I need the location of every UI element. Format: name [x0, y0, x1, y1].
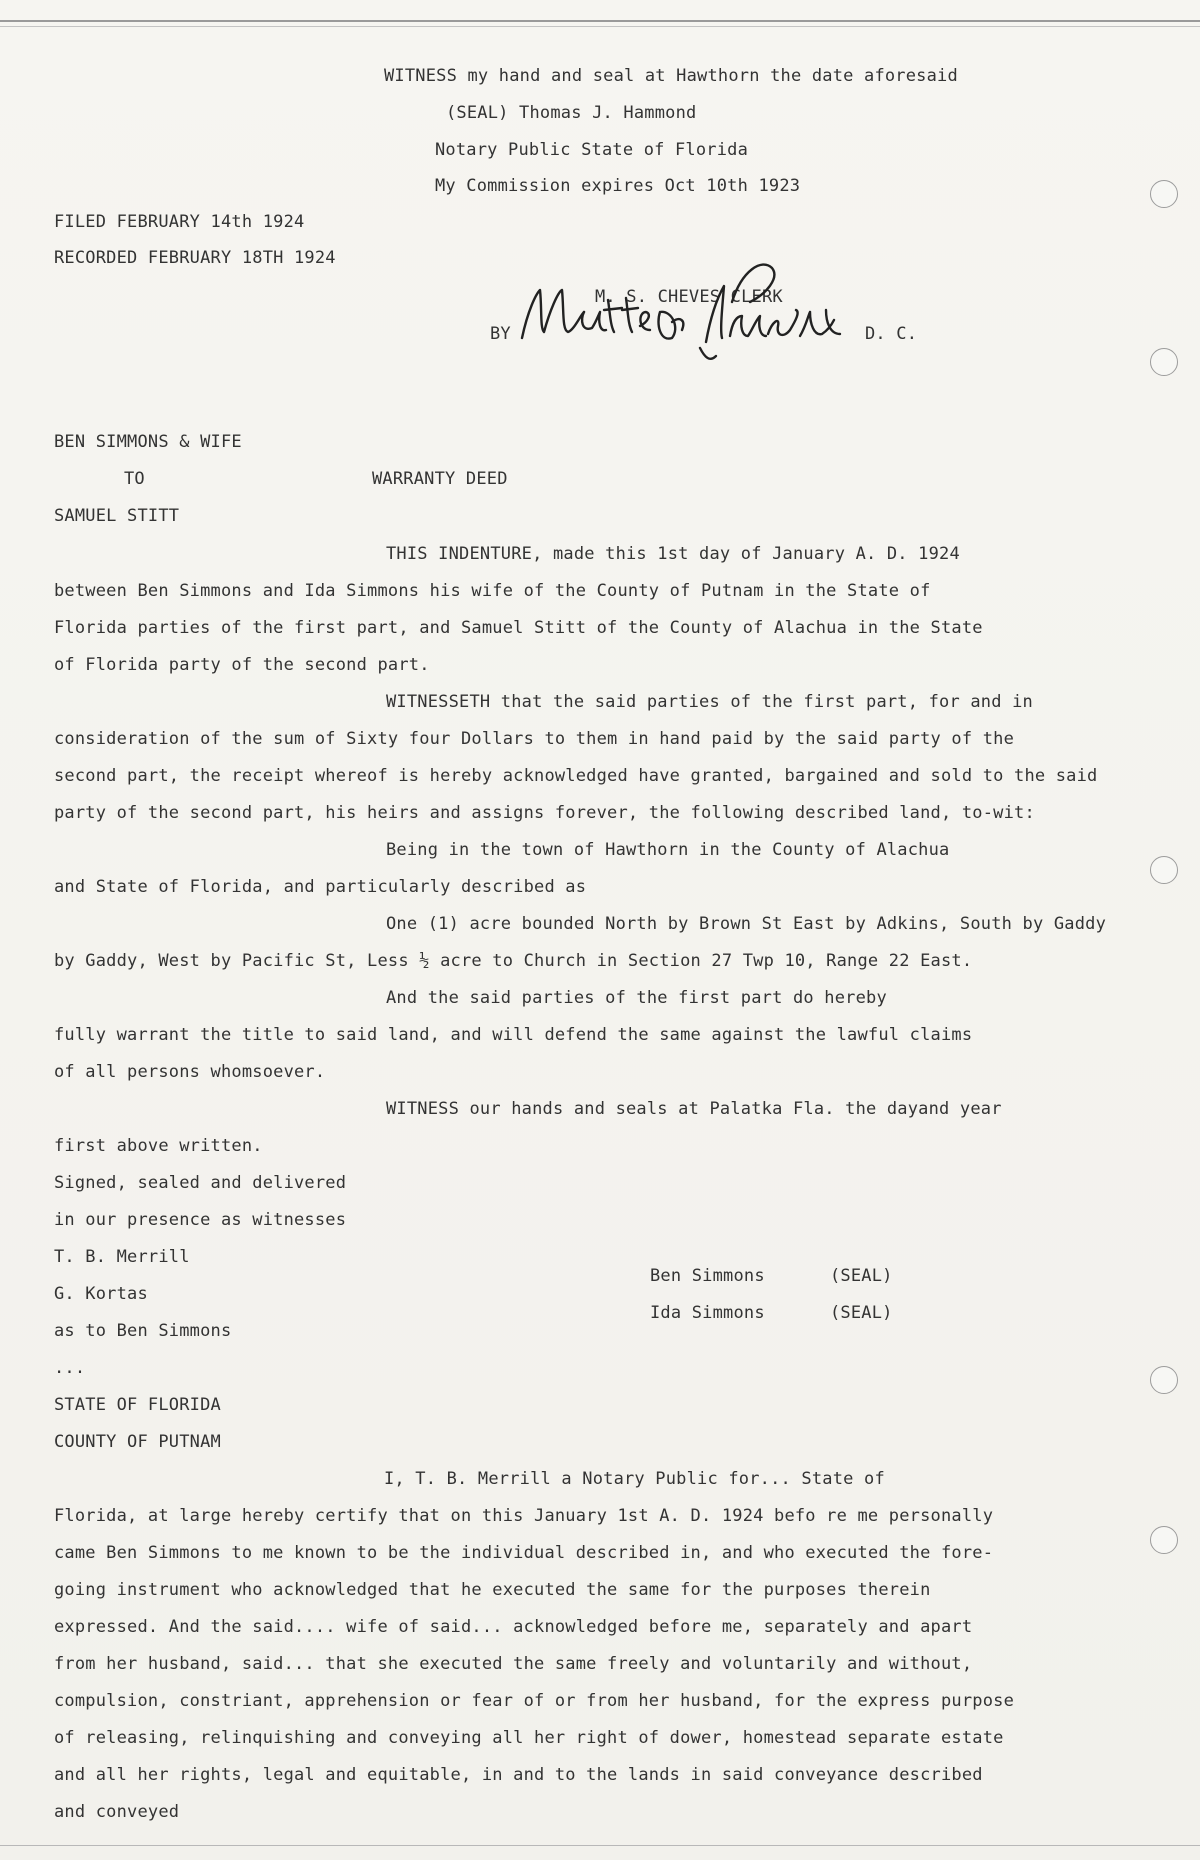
ack-line: and conveyed	[54, 1802, 180, 1822]
ack-line: came Ben Simmons to me known to be the individual described in, and who executed the fore-	[54, 1543, 994, 1563]
deed-line: Being in the town of Hawthorn in the County of Alachua	[386, 840, 950, 860]
deed-line: between Ben Simmons and Ida Simmons his wife of the County of Putnam in the State of	[54, 581, 931, 601]
ack-line: going instrument who acknowledged that he executed the same for the purposes therein	[54, 1580, 931, 1600]
deed-line: first above written.	[54, 1136, 263, 1156]
by-label: BY	[490, 324, 511, 344]
top-rule-secondary	[0, 26, 1200, 27]
binder-hole-icon	[1150, 1366, 1178, 1394]
grantee-caption: SAMUEL STITT	[54, 506, 180, 526]
binder-hole-icon	[1150, 180, 1178, 208]
deed-line: second part, the receipt whereof is hereby acknowledged have granted, bargained and sold to the said	[54, 766, 1098, 786]
bottom-rule	[0, 1845, 1200, 1846]
witness-name: G. Kortas	[54, 1284, 148, 1304]
deed-line: WITNESSETH that the said parties of the first part, for and in	[386, 692, 1033, 712]
deputy-clerk-signature-icon	[510, 250, 850, 370]
binder-hole-icon	[1150, 856, 1178, 884]
witness-as-to: as to Ben Simmons	[54, 1321, 232, 1341]
witness-ellipsis: ...	[54, 1358, 86, 1378]
ack-line: Florida, at large hereby certify that on this January 1st A. D. 1924 befo re me personally	[54, 1506, 994, 1526]
ack-state: STATE OF FLORIDA	[54, 1395, 221, 1415]
witness-intro: Signed, sealed and delivered	[54, 1173, 347, 1193]
signer-seal: (SEAL)	[830, 1303, 893, 1323]
ack-line: I, T. B. Merrill a Notary Public for... State of	[384, 1469, 885, 1489]
clerk-name: M. S. CHEVES CLERK	[595, 287, 783, 307]
top-rule	[0, 20, 1200, 22]
deed-line: and State of Florida, and particularly described as	[54, 877, 587, 897]
ack-line: compulsion, constriant, apprehension or fear of or from her husband, for the express purpose	[54, 1691, 1015, 1711]
seal-name: (SEAL) Thomas J. Hammond	[446, 103, 697, 123]
document-type: WARRANTY DEED	[372, 469, 508, 489]
recorded-date: RECORDED FEBRUARY 18TH 1924	[54, 248, 336, 268]
deed-line: THIS INDENTURE, made this 1st day of January A. D. 1924	[386, 544, 960, 564]
grantor-caption: BEN SIMMONS & WIFE	[54, 432, 242, 452]
witness-intro: in our presence as witnesses	[54, 1210, 347, 1230]
filed-date: FILED FEBRUARY 14th 1924	[54, 212, 305, 232]
deed-line: of Florida party of the second part.	[54, 655, 430, 675]
signer-seal: (SEAL)	[830, 1266, 893, 1286]
ack-line: of releasing, relinquishing and conveying all her right of dower, homestead separate estate	[54, 1728, 1004, 1748]
deed-line: fully warrant the title to said land, and will defend the same against the lawful claims	[54, 1025, 973, 1045]
deed-line: One (1) acre bounded North by Brown St East by Adkins, South by Gaddy	[386, 914, 1107, 934]
ack-line: and all her rights, legal and equitable, in and to the lands in said conveyance described	[54, 1765, 983, 1785]
deputy-clerk-label: D. C.	[865, 324, 918, 344]
to-caption: TO	[124, 469, 145, 489]
binder-hole-icon	[1150, 348, 1178, 376]
ack-county: COUNTY OF PUTNAM	[54, 1432, 221, 1452]
witness-line: WITNESS my hand and seal at Hawthorn the date aforesaid	[384, 66, 958, 86]
deed-line: Florida parties of the first part, and Samuel Stitt of the County of Alachua in the State	[54, 618, 983, 638]
deed-line: by Gaddy, West by Pacific St, Less ½ acre to Church in Section 27 Twp 10, Range 22 East.	[54, 951, 973, 971]
witness-name: T. B. Merrill	[54, 1247, 190, 1267]
ack-line: from her husband, said... that she executed the same freely and voluntarily and without,	[54, 1654, 973, 1674]
ack-line: expressed. And the said.... wife of said... acknowledged before me, separately and apart	[54, 1617, 973, 1637]
deed-line: WITNESS our hands and seals at Palatka Fla. the dayand year	[386, 1099, 1002, 1119]
deed-line: consideration of the sum of Sixty four Dollars to them in hand paid by the said party of the	[54, 729, 1015, 749]
signer-name: Ida Simmons	[650, 1303, 765, 1323]
binder-hole-icon	[1150, 1526, 1178, 1554]
commission-line: My Commission expires Oct 10th 1923	[435, 176, 801, 196]
notary-title: Notary Public State of Florida	[435, 140, 749, 160]
deed-line: party of the second part, his heirs and assigns forever, the following described land, to-wit:	[54, 803, 1035, 823]
signer-name: Ben Simmons	[650, 1266, 765, 1286]
deed-line: And the said parties of the first part do hereby	[386, 988, 887, 1008]
deed-line: of all persons whomsoever.	[54, 1062, 326, 1082]
